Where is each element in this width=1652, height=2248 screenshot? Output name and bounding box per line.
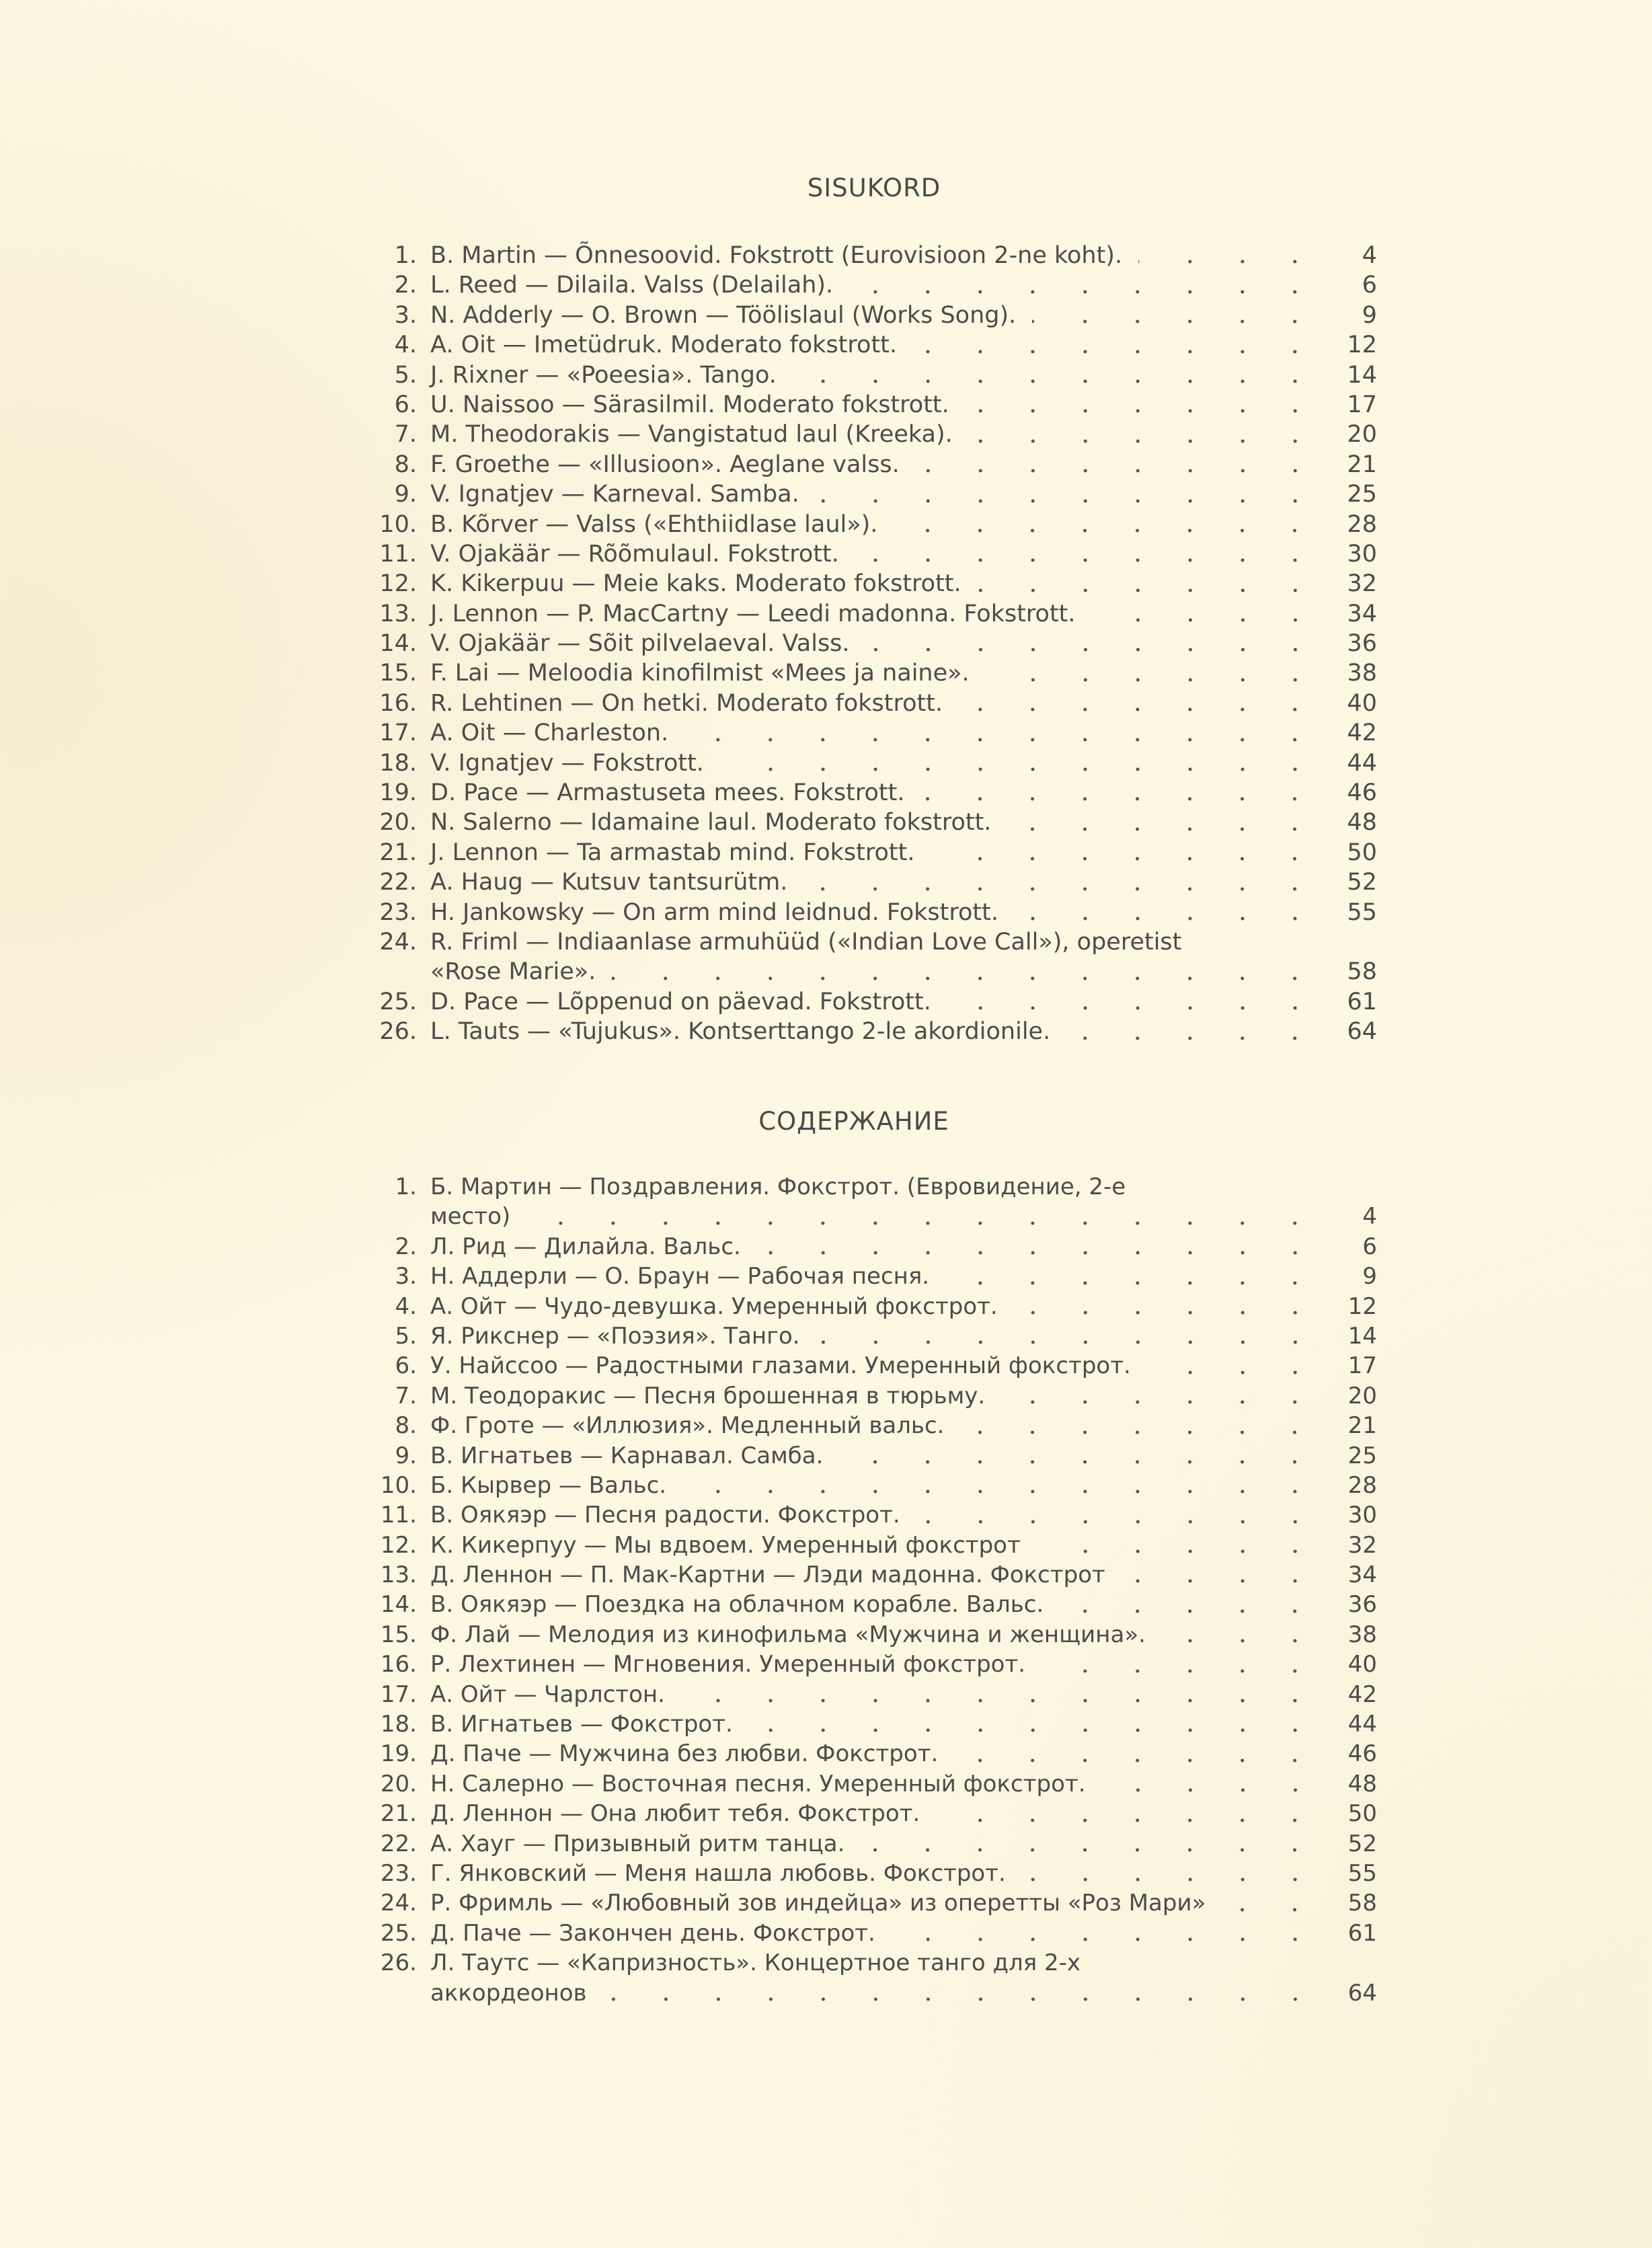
entry-title: B. Kõrver — Valss («Ehthiidlase laul»). <box>430 510 878 538</box>
entry-page-number: 32 <box>1347 570 1377 598</box>
entry-title: А. Ойт — Чудо-девушка. Умеренный фокстрот. <box>430 1292 998 1320</box>
toc-entry <box>0 1441 1652 1471</box>
entry-page-number: 55 <box>1347 1859 1377 1887</box>
toc-entry <box>0 539 1652 569</box>
toc-entry <box>0 1560 1652 1590</box>
toc-entry-continuation <box>0 1978 1652 2008</box>
dot-leader <box>894 510 1321 539</box>
entry-page-number: 12 <box>1347 1292 1377 1320</box>
entry-title: Л. Рид — Дилайла. Вальс. <box>430 1233 741 1260</box>
entry-number: 2. <box>395 1233 417 1260</box>
dot-leader <box>892 1918 1321 1948</box>
entry-page-number: 52 <box>1347 1830 1377 1857</box>
dot-leader <box>920 778 1321 808</box>
entry-page-number: 38 <box>1347 660 1377 687</box>
entry-number: 23. <box>380 1859 417 1887</box>
entry-title: В. Оякяэр — Песня радости. Фокстрот. <box>430 1502 900 1529</box>
entry-title: Г. Янковский — Меня нашла любовь. Фокстрот. <box>430 1859 1006 1887</box>
entry-page-number: 64 <box>1347 1979 1377 2007</box>
entry-number: 9. <box>394 481 417 508</box>
entry-page-number: 58 <box>1347 958 1377 986</box>
entry-page-number: 17 <box>1347 391 1377 418</box>
entry-number: 13. <box>380 1561 417 1589</box>
dot-leader <box>526 1202 1321 1231</box>
toc-entry <box>0 1471 1652 1500</box>
entry-title: А. Хауг — Призывный ритм танца. <box>430 1830 845 1857</box>
toc-entry <box>0 778 1652 808</box>
entry-title: H. Jankowsky — On arm mind leidnud. Fokstrott. <box>430 898 998 926</box>
entry-page-number: 14 <box>1347 1322 1377 1350</box>
dot-leader <box>931 838 1321 867</box>
entry-number: 10. <box>379 510 417 538</box>
entry-number: 24. <box>379 928 417 956</box>
dot-leader <box>1102 1769 1321 1799</box>
entry-title: A. Oit — Imetüdruk. Moderato fokstrott. <box>430 332 898 359</box>
dot-leader <box>682 1471 1321 1500</box>
toc-entry <box>0 1411 1652 1440</box>
entry-title: V. Ignatjev — Karneval. Samba. <box>430 481 799 508</box>
toc-entry <box>0 629 1652 658</box>
entry-page-number: 9 <box>1362 301 1377 329</box>
entry-number: 20. <box>380 1770 417 1797</box>
entry-title: U. Naissoo — Särasilmil. Moderato fokstrott. <box>430 391 949 418</box>
entry-number: 13. <box>379 600 417 627</box>
entry-title: K. Kikerpuu — Meie kaks. Moderato fokstrott. <box>430 570 961 598</box>
entry-number: 15. <box>380 1621 417 1648</box>
toc-entry <box>0 748 1652 778</box>
entry-page-number: 58 <box>1347 1890 1377 1917</box>
estonian-toc-heading: SISUKORD <box>807 173 941 202</box>
entry-page-number: 20 <box>1347 421 1377 449</box>
entry-page-number: 44 <box>1347 1711 1377 1738</box>
entry-page-number: 17 <box>1347 1352 1377 1380</box>
entry-page-number: 46 <box>1347 779 1377 807</box>
entry-page-number: 21 <box>1347 451 1377 478</box>
toc-entry <box>0 1888 1652 1918</box>
dot-leader <box>978 569 1321 598</box>
dot-leader <box>959 689 1321 718</box>
toc-entry <box>0 1590 1652 1619</box>
entry-title: М. Теодоракис — Песня брошенная в тюрьму. <box>430 1382 986 1409</box>
entry-title: У. Найссоо — Радостными глазами. Умеренный фокстрот. <box>430 1352 1131 1380</box>
entry-number: 7. <box>395 1382 417 1409</box>
entry-page-number: 34 <box>1347 600 1377 627</box>
toc-entry <box>0 1680 1652 1709</box>
entry-number: 2. <box>394 272 417 299</box>
entry-number: 6. <box>394 391 417 418</box>
entry-page-number: 55 <box>1347 898 1377 926</box>
entry-number: 16. <box>379 689 417 717</box>
entry-number: 18. <box>379 749 417 777</box>
entry-page-number: 14 <box>1347 361 1377 389</box>
toc-entry <box>0 241 1652 270</box>
entry-number: 23. <box>379 898 417 926</box>
toc-entry <box>0 658 1652 688</box>
toc-entry <box>0 420 1652 449</box>
entry-title: Р. Фримль — «Любовный зов индейца» из оперетты «Роз Мари» <box>430 1890 1206 1917</box>
entry-page-number: 12 <box>1347 332 1377 359</box>
entry-title: В. Игнатьев — Фокстрот. <box>430 1711 733 1738</box>
entry-number: 22. <box>380 1830 417 1857</box>
entry-title: Н. Аддерли — О. Браун — Рабочая песня. <box>430 1263 930 1290</box>
entry-title: Ф. Гроте — «Иллюзия». Медленный вальс. <box>430 1412 945 1440</box>
entry-number: 24. <box>380 1890 417 1917</box>
toc-entry <box>0 838 1652 867</box>
entry-number: 15. <box>379 660 417 687</box>
entry-number: 21. <box>380 1800 417 1828</box>
dot-leader <box>1222 1888 1321 1918</box>
toc-entry <box>0 569 1652 598</box>
entry-number: 6. <box>395 1352 417 1380</box>
toc-entry <box>0 450 1652 479</box>
dot-leader <box>757 1232 1321 1262</box>
entry-page-number: 4 <box>1362 1203 1377 1231</box>
toc-entry <box>0 1381 1652 1411</box>
toc-entry <box>0 867 1652 897</box>
entry-title: N. Salerno — Idamaine laul. Moderato fokstrott. <box>430 809 992 837</box>
entry-page-number: 36 <box>1347 1591 1377 1619</box>
entry-page-number: 6 <box>1362 1233 1377 1260</box>
entry-number: 4. <box>395 1292 417 1320</box>
entry-number: 4. <box>394 332 417 359</box>
entry-number: 26. <box>380 1949 417 1977</box>
entry-title: B. Martin — Õnnesoovid. Fokstrott (Eurovisioon 2-ne koht). <box>430 242 1123 269</box>
entry-title: N. Adderly — O. Brown — Töölislaul (Works Song). <box>430 301 1017 329</box>
entry-page-number: 52 <box>1347 869 1377 896</box>
toc-entry <box>0 1017 1652 1046</box>
dot-leader <box>966 390 1321 420</box>
toc-entry <box>0 1739 1652 1769</box>
toc-entry <box>0 927 1652 957</box>
toc-entry-continuation <box>0 957 1652 986</box>
entry-number: 1. <box>395 1173 417 1200</box>
dot-leader <box>816 479 1321 509</box>
entry-title: Я. Рикснер — «Поэзия». Танго. <box>430 1322 800 1350</box>
entry-title: Д. Паче — Закончен день. Фокстрот. <box>430 1919 875 1947</box>
entry-title: V. Ojakäär — Rõõmulaul. Fokstrott. <box>430 540 839 568</box>
entry-page-number: 20 <box>1347 1382 1377 1409</box>
entry-page-number: 42 <box>1347 1680 1377 1708</box>
entry-page-number: 25 <box>1347 1442 1377 1469</box>
entry-page-number: 9 <box>1362 1263 1377 1290</box>
toc-entry <box>0 1918 1652 1948</box>
entry-title: L. Reed — Dilaila. Valss (Delailah). <box>430 272 834 299</box>
entry-number: 3. <box>395 1263 417 1290</box>
entry-title: D. Pace — Lõppenud on päevad. Fokstrott. <box>430 988 931 1015</box>
toc-entry <box>0 808 1652 837</box>
entry-title: D. Pace — Armastuseta mees. Fokstrott. <box>430 779 905 807</box>
entry-number: 16. <box>380 1651 417 1678</box>
entry-title: F. Lai — Meloodia kinofilmist «Mees ja naine». <box>430 660 970 687</box>
entry-page-number: 4 <box>1362 242 1377 269</box>
entry-page-number: 21 <box>1347 1412 1377 1440</box>
dot-leader <box>603 1978 1321 2008</box>
entry-number: 8. <box>394 451 417 478</box>
entry-page-number: 64 <box>1347 1018 1377 1046</box>
dot-leader <box>855 539 1321 569</box>
entry-title: Р. Лехтинен — Мгновения. Умеренный фокстрот. <box>430 1651 1026 1678</box>
dot-leader <box>1041 1650 1321 1679</box>
toc-entry <box>0 1829 1652 1859</box>
toc-entry <box>0 1351 1652 1381</box>
toc-entry <box>0 718 1652 748</box>
toc-entry <box>0 330 1652 360</box>
entry-number: 19. <box>379 779 417 807</box>
dot-leader <box>612 957 1321 986</box>
dot-leader <box>960 1411 1321 1440</box>
toc-entry <box>0 987 1652 1017</box>
entry-number: 9. <box>395 1442 417 1469</box>
entry-number: 17. <box>379 720 417 747</box>
entry-title: M. Theodorakis — Vangistatud laul (Kreeka). <box>430 421 953 449</box>
entry-title-continuation: аккордеонов <box>430 1979 587 2007</box>
entry-page-number: 40 <box>1347 689 1377 717</box>
entry-page-number: 42 <box>1347 720 1377 747</box>
entry-number: 25. <box>379 988 417 1015</box>
dot-leader <box>720 748 1321 778</box>
dot-leader <box>954 1739 1321 1769</box>
entry-page-number: 34 <box>1347 1561 1377 1589</box>
entry-page-number: 46 <box>1347 1740 1377 1768</box>
toc-entry <box>0 599 1652 629</box>
dot-leader <box>1014 1292 1321 1321</box>
entry-title: Л. Таутс — «Капризность». Концертное танго для 2-х <box>430 1949 1081 1977</box>
entry-page-number: 61 <box>1347 988 1377 1015</box>
entry-page-number: 48 <box>1347 1770 1377 1797</box>
dot-leader <box>947 987 1321 1017</box>
entry-title: В. Игнатьев — Карнавал. Самба. <box>430 1442 824 1469</box>
dot-leader <box>839 1441 1321 1471</box>
entry-number: 7. <box>394 421 417 449</box>
dot-leader <box>1147 1351 1321 1381</box>
entry-number: 11. <box>380 1502 417 1529</box>
entry-page-number: 48 <box>1347 809 1377 837</box>
entry-page-number: 28 <box>1347 1471 1377 1499</box>
entry-page-number: 6 <box>1362 272 1377 299</box>
entry-number: 3. <box>394 301 417 329</box>
toc-entry <box>0 1799 1652 1828</box>
entry-page-number: 30 <box>1347 540 1377 568</box>
dot-leader <box>1066 1017 1321 1046</box>
dot-leader <box>1138 241 1321 270</box>
entry-title: Н. Салерно — Восточная песня. Умеренный фокстрот. <box>430 1770 1086 1797</box>
entry-title: V. Ignatjev — Fokstrott. <box>430 749 704 777</box>
estonian-toc-list <box>0 241 1652 1047</box>
entry-title-continuation: место) <box>430 1203 511 1231</box>
entry-page-number: 32 <box>1347 1531 1377 1559</box>
entry-title: Д. Паче — Мужчина без любви. Фокстрот. <box>430 1740 939 1768</box>
toc-entry <box>0 1948 1652 1978</box>
dot-leader <box>1092 599 1321 629</box>
dot-leader <box>1022 1859 1321 1888</box>
toc-entry <box>0 510 1652 539</box>
entry-title: V. Ojakäär — Sõit pilvelaeval. Valss. <box>430 630 850 658</box>
dot-leader <box>1007 808 1321 837</box>
entry-page-number: 30 <box>1347 1502 1377 1529</box>
entry-title: J. Lennon — Ta armastab mind. Fokstrott. <box>430 839 915 866</box>
dot-leader <box>936 1799 1321 1828</box>
dot-leader <box>681 1680 1321 1709</box>
entry-title: A. Oit — Charleston. <box>430 720 669 747</box>
dot-leader <box>1060 1590 1321 1619</box>
toc-entry <box>0 1500 1652 1530</box>
entry-number: 19. <box>380 1740 417 1768</box>
entry-title: Д. Леннон — Она любит тебя. Фокстрот. <box>430 1800 920 1828</box>
toc-entry <box>0 1232 1652 1262</box>
entry-title: R. Lehtinen — On hetki. Moderato fokstrott. <box>430 689 943 717</box>
dot-leader <box>793 360 1321 390</box>
dot-leader <box>916 450 1321 479</box>
entry-page-number: 44 <box>1347 749 1377 777</box>
entry-number: 18. <box>380 1711 417 1738</box>
entry-number: 22. <box>379 869 417 896</box>
dot-leader <box>816 1321 1321 1351</box>
entry-title: Б. Мартин — Поздравления. Фокстрот. (Евровидение, 2-е <box>430 1173 1126 1200</box>
toc-entry <box>0 1620 1652 1650</box>
dot-leader <box>1015 898 1321 927</box>
toc-entry <box>0 390 1652 420</box>
dot-leader <box>986 658 1321 688</box>
entry-number: 20. <box>379 809 417 837</box>
entry-number: 12. <box>380 1531 417 1559</box>
entry-number: 10. <box>380 1471 417 1499</box>
entry-page-number: 61 <box>1347 1919 1377 1947</box>
toc-entry <box>0 1650 1652 1679</box>
entry-title: Б. Кырвер — Вальс. <box>430 1471 667 1499</box>
entry-number: 1. <box>394 242 417 269</box>
russian-toc-heading: СОДЕРЖАНИЕ <box>758 1107 949 1136</box>
dot-leader <box>861 1829 1321 1859</box>
toc-entry-continuation <box>0 1202 1652 1231</box>
toc-entry <box>0 360 1652 390</box>
entry-number: 11. <box>379 540 417 568</box>
entry-page-number: 50 <box>1347 1800 1377 1828</box>
entry-title: В. Оякяэр — Поездка на облачном корабле. Вальс. <box>430 1591 1044 1619</box>
dot-leader <box>945 1262 1321 1291</box>
entry-number: 26. <box>379 1018 417 1046</box>
toc-entry <box>0 1321 1652 1351</box>
entry-title: J. Lennon — P. MacCartny — Leedi madonna. Fokstrott. <box>430 600 1076 627</box>
entry-number: 14. <box>380 1591 417 1619</box>
dot-leader <box>1032 301 1321 330</box>
entry-title: L. Tauts — «Tujukus». Kontserttango 2-le akordionile. <box>430 1018 1051 1046</box>
toc-entry <box>0 1262 1652 1291</box>
entry-page-number: 40 <box>1347 1651 1377 1678</box>
entry-number: 25. <box>380 1919 417 1947</box>
dot-leader <box>803 867 1321 897</box>
toc-entry <box>0 1769 1652 1799</box>
entry-title: Д. Леннон — П. Мак-Картни — Лэди мадонна. Фокстрот <box>430 1561 1105 1589</box>
toc-entry <box>0 1859 1652 1888</box>
dot-leader <box>916 1500 1321 1530</box>
dot-leader <box>969 420 1321 449</box>
entry-page-number: 28 <box>1347 510 1377 538</box>
dot-leader <box>1162 1620 1321 1650</box>
entry-page-number: 50 <box>1347 839 1377 866</box>
dot-leader <box>684 718 1321 748</box>
entry-number: 8. <box>395 1412 417 1440</box>
entry-title: F. Groethe — «Illusioon». Aeglane valss. <box>430 451 900 478</box>
entry-number: 14. <box>379 630 417 658</box>
toc-entry <box>0 1172 1652 1202</box>
dot-leader <box>849 270 1321 300</box>
entry-page-number: 36 <box>1347 630 1377 658</box>
dot-leader <box>1001 1381 1321 1411</box>
entry-title: R. Friml — Indiaanlase armuhüüd («Indian Love Call»), operetist <box>430 928 1182 956</box>
dot-leader <box>1037 1530 1321 1560</box>
dot-leader <box>866 629 1321 658</box>
toc-entry <box>0 479 1652 509</box>
toc-entry <box>0 1292 1652 1321</box>
entry-title: Ф. Лай — Мелодия из кинофильма «Мужчина и женщина». <box>430 1621 1146 1648</box>
entry-number: 21. <box>379 839 417 866</box>
toc-entry <box>0 1530 1652 1560</box>
entry-number: 5. <box>394 361 417 389</box>
russian-toc-list <box>0 1172 1652 2008</box>
entry-title: К. Кикерпуу — Мы вдвоем. Умеренный фокстрот <box>430 1531 1021 1559</box>
dot-leader <box>749 1709 1321 1739</box>
dot-leader <box>913 330 1321 360</box>
entry-title: J. Rixner — «Poeesia». Tango. <box>430 361 777 389</box>
entry-title: A. Haug — Kutsuv tantsurütm. <box>430 869 788 896</box>
entry-title-continuation: «Rose Marie». <box>430 958 596 986</box>
entry-title: А. Ойт — Чарлстон. <box>430 1680 665 1708</box>
toc-entry <box>0 301 1652 330</box>
toc-entry <box>0 270 1652 300</box>
toc-entry <box>0 898 1652 927</box>
entry-number: 17. <box>380 1680 417 1708</box>
toc-entry <box>0 689 1652 718</box>
entry-number: 12. <box>379 570 417 598</box>
dot-leader <box>1122 1560 1321 1590</box>
toc-entry <box>0 1709 1652 1739</box>
entry-page-number: 38 <box>1347 1621 1377 1648</box>
entry-page-number: 25 <box>1347 481 1377 508</box>
entry-number: 5. <box>395 1322 417 1350</box>
